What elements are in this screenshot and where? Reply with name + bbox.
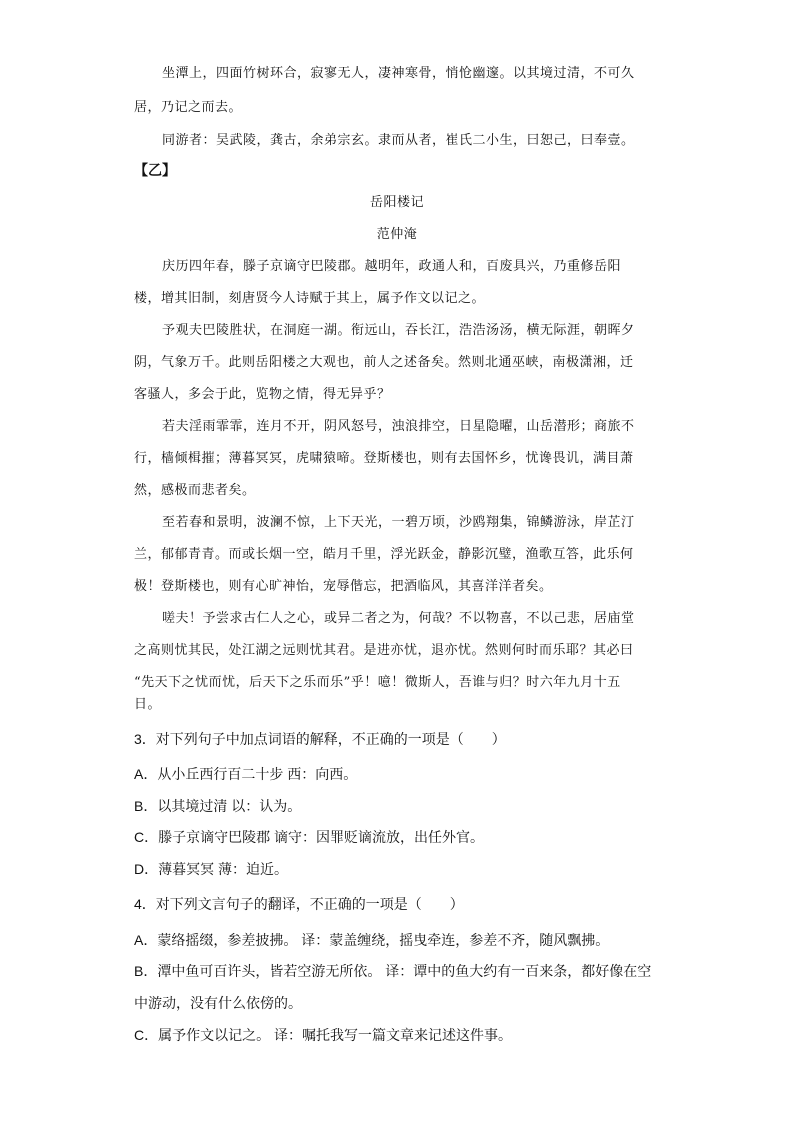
essay-title: 岳阳楼记 — [369, 195, 424, 210]
q3-option-b: B．以其境过清 以：认为。 — [134, 798, 302, 814]
yi-para2-line1: 予观夫巴陵胜状，在洞庭一湖。衔远山，吞长江，浩浩汤汤，横无际涯，朝晖夕 — [162, 323, 635, 338]
yi-para5-line4: 日。 — [134, 697, 162, 712]
q3-option-a: A．从小丘西行百二十步 西：向西。 — [134, 766, 358, 782]
yi-para5-line2: 之高则忧其民，处江湖之远则忧其君。是进亦忧，退亦忧。然则何时而乐耶？其必曰 — [134, 643, 634, 658]
yi-para4-line3: 极！登斯楼也，则有心旷神怡，宠辱偕忘，把酒临风，其喜洋洋者矣。 — [134, 579, 553, 594]
jia-para1-line1: 坐潭上，四面竹树环合，寂寥无人，凄神寒骨，悄怆幽邃。以其境过清，不可久 — [162, 66, 635, 81]
yi-para2-line2: 阴，气象万千。此则岳阳楼之大观也，前人之述备矣。然则北通巫峡，南极潇湘，迁 — [134, 355, 634, 370]
yi-para3-line1: 若夫淫雨霏霏，连月不开，阴风怒号，浊浪排空，日星隐曜，山岳潜形；商旅不 — [162, 419, 635, 434]
q3-stem: 3．对下列句子中加点词语的解释，不正确的一项是（ ） — [134, 731, 506, 747]
yi-para5-line1: 嗟夫！予尝求古仁人之心，或异二者之为，何哉？不以物喜，不以己悲，居庙堂 — [162, 611, 635, 626]
q4-option-b-line2: 中游动，没有什么依傍的。 — [134, 995, 302, 1011]
yi-para1-line2: 楼，增其旧制，刻唐贤今人诗赋于其上，属予作文以记之。 — [134, 291, 486, 306]
q3-option-c: C．滕子京谪守巴陵郡 谪守：因罪贬谪流放，出任外官。 — [134, 829, 484, 845]
yi-para4-line1: 至若春和景明，波澜不惊，上下天光，一碧万顷，沙鸥翔集，锦鳞游泳，岸芷汀 — [162, 515, 635, 530]
yi-para3-line2: 行，樯倾楫摧；薄暮冥冥，虎啸猿啼。登斯楼也，则有去国怀乡，忧谗畏讥，满目萧 — [134, 451, 634, 466]
q4-stem: 4．对下列文言句子的翻译，不正确的一项是（ ） — [134, 896, 464, 912]
yi-para2-line3: 客骚人，多会于此，览物之情，得无异乎？ — [134, 387, 391, 402]
jia-para1-line2: 居，乃记之而去。 — [134, 100, 243, 115]
yi-para1-line1: 庆历四年春，滕子京谪守巴陵郡。越明年，政通人和，百废具兴，乃重修岳阳 — [162, 259, 622, 274]
section-label-yi: 【乙】 — [134, 163, 176, 179]
q4-option-c: C．属予作文以记之。 译：嘱托我写一篇文章来记述这件事。 — [134, 1027, 512, 1043]
q4-option-a: A．蒙络摇缀，参差披拂。 译：蒙盖缠绕，摇曳牵连，参差不齐，随风飘拂。 — [134, 932, 610, 948]
q4-option-b-line1: B．潭中鱼可百许头，皆若空游无所依。 译：谭中的鱼大约有一百来条，都好像在空 — [134, 963, 652, 979]
jia-para2: 同游者：吴武陵，龚古，余弟宗玄。隶而从者，崔氏二小生，曰恕己，曰奉壹。 — [162, 133, 635, 148]
q3-option-d: D．薄暮冥冥 薄：迫近。 — [134, 861, 288, 877]
essay-author: 范仲淹 — [376, 227, 418, 242]
yi-para4-line2: 兰，郁郁青青。而或长烟一空，皓月千里，浮光跃金，静影沉璧，渔歌互答，此乐何 — [134, 547, 634, 562]
yi-para5-line3: “先天下之忧而忧，后天下之乐而乐”乎！噫！微斯人，吾谁与归？时六年九月十五 — [134, 675, 621, 690]
yi-para3-line3: 然，感极而悲者矣。 — [134, 483, 256, 498]
